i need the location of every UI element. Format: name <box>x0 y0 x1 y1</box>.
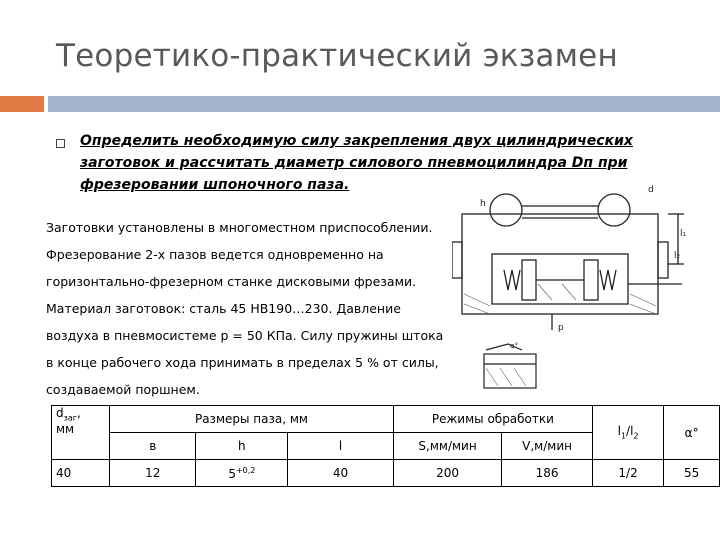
accent-bar-orange <box>0 96 44 112</box>
header-processing-modes: Режимы обработки <box>393 406 592 433</box>
accent-bar-blue <box>48 96 720 112</box>
header-d: $d_{заг}$, мм <box>52 406 110 460</box>
workpiece-left <box>490 194 522 226</box>
label-angle: α° <box>510 342 519 350</box>
fixture-drawing <box>452 184 688 336</box>
slot-detail-drawing <box>478 340 542 392</box>
label-d: d <box>648 185 654 195</box>
desc-line: воздуха в пневмосистеме р = 50 КПа. Силу пружины штока <box>46 328 444 343</box>
desc-line: в конце рабочего хода принимать в пределах 5 % от силы, <box>46 355 439 370</box>
label-h: h <box>480 199 486 209</box>
task-line: Определить необходимую силу закрепления двух цилиндрических <box>80 133 633 149</box>
task-line: фрезеровании шпоночного паза. <box>80 177 350 193</box>
desc-line: Заготовки установлены в многоместном приспособлении. <box>46 220 433 235</box>
header-ratio: $l_1/l_2$ <box>592 406 663 460</box>
cell-d: 40 <box>52 460 110 487</box>
label-p: р <box>558 323 564 333</box>
desc-line: горизонтально-фрезерном станке дисковыми фрезами. <box>46 274 417 289</box>
slide-title: Теоретико-практический экзамен <box>56 38 618 74</box>
header-slot-dimensions: Размеры паза, мм <box>110 406 394 433</box>
cell-ratio: 1/2 <box>592 460 663 487</box>
cell-alpha: 55 <box>664 460 720 487</box>
header-alpha: α° <box>664 406 720 460</box>
parameters-table <box>51 405 720 487</box>
conditions-text <box>46 214 446 403</box>
header-v: V,м/мин <box>502 433 593 460</box>
bullet-square-icon <box>56 139 65 148</box>
cell-b: 12 <box>110 460 196 487</box>
table-row <box>52 460 720 487</box>
desc-line: Материал заготовок: сталь 45 НВ190…230. Давление <box>46 301 401 316</box>
header-s: S,мм/мин <box>393 433 501 460</box>
cell-s: 200 <box>393 460 501 487</box>
header-h: h <box>196 433 288 460</box>
cell-l: 40 <box>288 460 394 487</box>
label-l1: l₁ <box>680 229 687 239</box>
desc-line: Фрезерование 2-х пазов ведется одновременно на <box>46 247 384 262</box>
workpiece-right <box>598 194 630 226</box>
header-b: в <box>110 433 196 460</box>
task-line: заготовок и рассчитать диаметр силового пневмоцилиндра Dп при <box>80 155 628 171</box>
cell-v: 186 <box>502 460 593 487</box>
desc-line: создаваемой поршнем. <box>46 382 200 397</box>
label-l2: l₂ <box>674 251 681 261</box>
cell-h: $5^{+0,2}$ <box>196 460 288 487</box>
header-l: l <box>288 433 394 460</box>
